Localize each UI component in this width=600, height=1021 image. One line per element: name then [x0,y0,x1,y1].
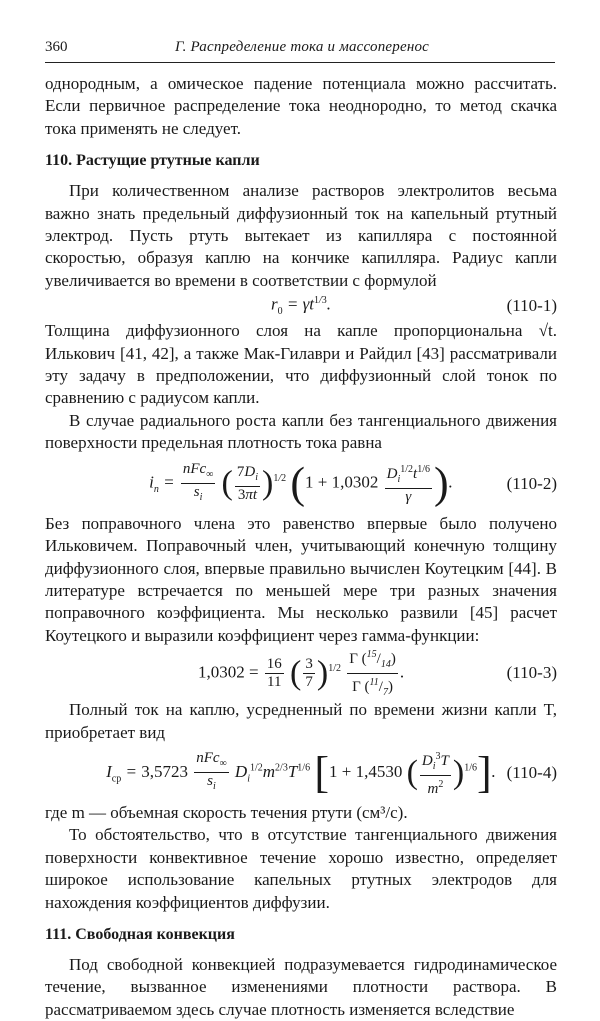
running-header [45,36,555,58]
section-title-110: 110. Растущие ртутные капли [45,152,260,170]
equation-110-4-tag: (110-4) [506,762,557,782]
equation-110-1-tag: (110-1) [506,296,557,316]
equation-110-4 [45,744,557,802]
equation-110-1-formula: $r_0 = \gamma t^{1/3}$. [270,294,332,317]
paragraph-intro: При количественном анализе растворов электролитов весьма важно знать предельный диффузионный ток на капельный ртутный электрод. Пусть ртуть вытекает из капилляра с постоянной скоростью, образуя каплю на кончике капилляра. Радиус капли увеличивается во времени в соответствии с формулой [45,181,557,290]
page-body [45,73,557,1021]
equation-110-2-coef: 1,0302 [331,472,379,492]
paragraph-thickness: Толщина диффузионного слоя на капле пропорциональна √t. Илькович [41, 42], а также Мак-Гилаври и Райдил [43] рассматривали эту задачу в предположении, что диффузионный слой тонок по сравнению с радиусом капли. [45,321,557,408]
equation-110-4-coef1: 3,5723 [141,761,188,781]
equation-110-2-formula: $i_n$ = $\frac{nFc_\infty}{s_i}$ ( $\frac{7D_i}{3\pi t}$ )$^{1/2}$ (1 + 1,0302 $\frac{D_i^{1/2}t^{1/6}}{\gamma}$ ). [149,458,453,508]
equation-110-4-coef2: 1,4530 [355,761,403,781]
section-title-111: 111. Свободная конвекция [45,925,235,943]
paragraph-total-current: Полный ток на каплю, усредненный по времени жизни капли T, приобретает вид [45,700,557,742]
paragraph-continued: однородным, а омическое падение потенциала можно рассчитать. Если первичное распределение тока неоднородно, то метод скачка тока применять не следует. [45,74,557,138]
equation-110-2 [45,455,557,513]
page-number: 360 [45,39,68,55]
running-title: Г. Распределение тока и массоперенос [175,39,430,55]
paragraph-circumstance: То обстоятельство, что в отсутствие тангенциального движения поверхности конвективное течение хорошо известно, определяет широкое использование капельных ртутных электродов для нахождения коэффициентов диффузии. [45,825,557,912]
equation-110-3 [45,647,557,699]
equation-110-4-formula: $I_{ср} = 3,5723$ $\frac{nFc_\infty}{s_i}$ $D_i^{1/2}m^{2/3}T^{1/6}$ [1 + 1,4530 ( $\frac{D_i^3T}{m^2}$ )$^{1/6}$]. [106,747,496,797]
header-rule [45,62,555,63]
paragraph-where-m: где m — объемная скорость течения ртути (см³/с). [45,802,408,822]
equation-110-1 [45,292,557,320]
equation-110-3-coef: 1,0302 [197,662,245,682]
paragraph-radial: В случае радиального роста капли без тангенциального движения поверхности предельная плотность тока равна [45,410,557,453]
paragraph-koutecky: Без поправочного члена это равенство впервые было получено Ильковичем. Поправочный член, учитывающий конечную толщину диффузионного слоя, впервые правильно вычислен Коутецким [44]. В литературе встречается по меньшей мере три разных значения поправочного коэффициента. Мы несколько развили [45] расчет Коутецкого и выразили коэффициент через гамма-функции: [45,513,557,645]
equation-110-2-tag: (110-2) [506,473,557,493]
paragraph-free-convection: Под свободной конвекцией подразумевается гидродинамическое течение, вызванное изменениями плотности раствора. В рассматриваемом здесь случае плотность изменяется вследствие [45,954,557,1019]
equation-110-3-formula: 1,0302 = $\frac{16}{11}$ ( $\frac{3}{7}$ )$^{1/2}$ $\frac{\Gamma (^{15}/_{14})}{\Gamma (^{11}/_7)}$ . [198,646,404,701]
equation-110-3-tag: (110-3) [506,662,557,682]
